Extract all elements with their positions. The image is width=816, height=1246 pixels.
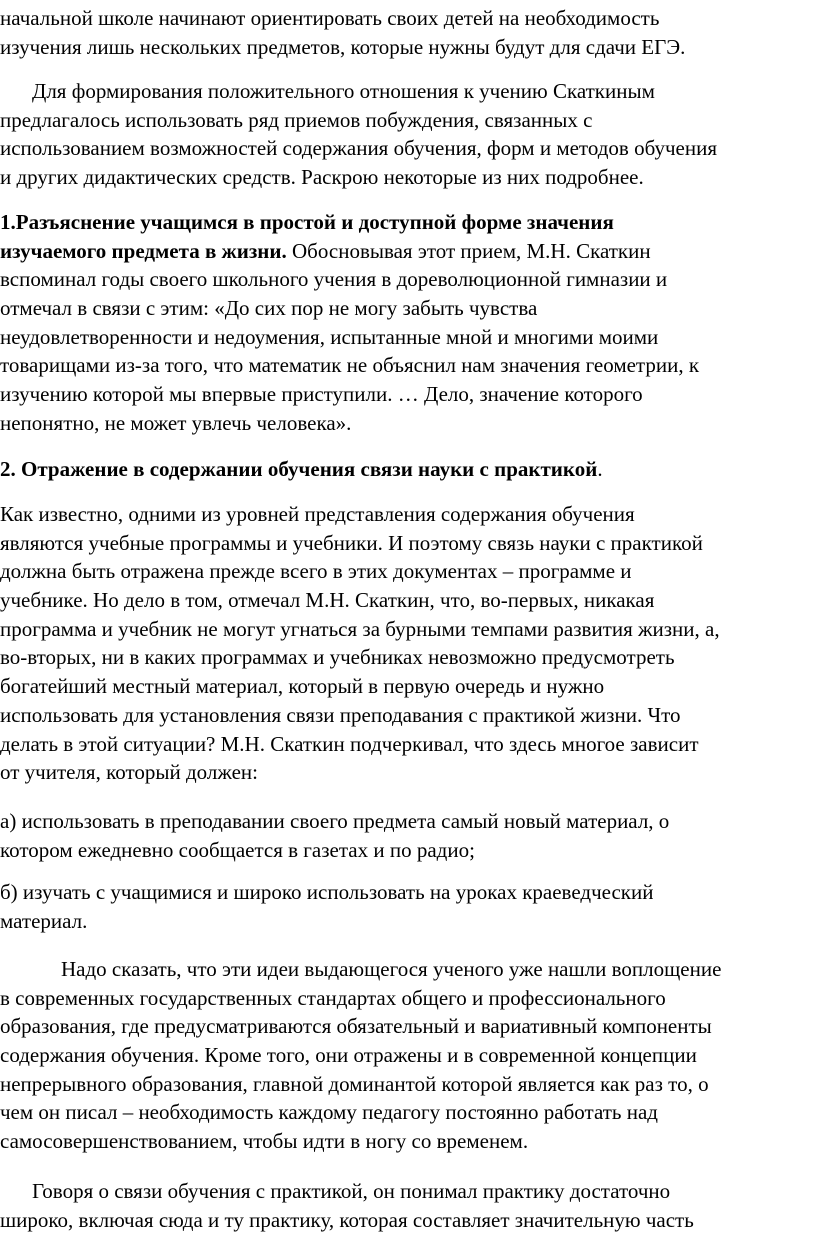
paragraph-line: материал. <box>0 908 88 933</box>
paragraph-line: программа и учебник не могут угнаться за бурными темпами развития жизни, а, <box>0 616 720 641</box>
paragraph-line: Для формирования положительного отношения к учению Скаткиным <box>32 79 655 103</box>
paragraph-line: изучению которой мы впервые приступили. … Дело, значение которого <box>0 382 643 407</box>
heading-point-2: 2. Отражение в содержании обучения связи науки с практикой <box>0 457 598 481</box>
paragraph-line: непрерывного образования, главной доминантой которой является как раз то, о <box>0 1071 709 1096</box>
paragraph-line: богатейший местный материал, который в первую очередь и нужно <box>0 674 605 699</box>
paragraph-line: отмечал в связи с этим: «До сих пор не могу забыть чувства <box>0 296 538 321</box>
paragraph-line: использовать для установления связи преподавания с практикой жизни. Что <box>0 702 681 727</box>
paragraph-6 <box>0 807 816 864</box>
paragraph-line: учебнике. Но дело в том, отмечал М.Н. Скаткин, что, во-первых, никакая <box>0 588 655 613</box>
paragraph-7 <box>0 878 816 935</box>
text-run: . <box>597 457 603 481</box>
heading-point-1: 1.Разъяснение учащимся в простой и доступной форме значения <box>0 210 614 234</box>
paragraph-5 <box>0 500 816 787</box>
paragraph-line: вспоминал годы своего школьного учения в дореволюционной гимназии и <box>0 267 668 292</box>
paragraph-line: неудовлетворенности и недоумения, испытанные мной и многими моими <box>0 324 659 349</box>
paragraph-line: образования, где предусматриваются обязательный и вариативный компоненты <box>0 1014 712 1039</box>
heading-point-1-cont: изучаемого предмета в жизни. <box>0 238 287 263</box>
paragraph-line: котором ежедневно сообщается в газетах и по радио; <box>0 837 475 862</box>
paragraph-line: начальной школе начинают ориентировать своих детей на необходимость <box>0 6 660 30</box>
paragraph-line: в современных государственных стандартах общего и профессионального <box>0 985 666 1010</box>
paragraph-line: товарищами из-за того, что математик не объяснил нам значения геометрии, к <box>0 353 700 378</box>
paragraph-9 <box>0 1177 816 1234</box>
paragraph-line <box>0 455 816 484</box>
paragraph-line: изучения лишь нескольких предметов, которые нужны будут для сдачи ЕГЭ. <box>0 34 686 59</box>
paragraph-line: Как известно, одними из уровней представления содержания обучения <box>0 502 635 526</box>
paragraph-line: Надо сказать, что эти идеи выдающегося ученого уже нашли воплощение <box>61 957 722 981</box>
paragraph-line: являются учебные программы и учебники. И поэтому связь науки с практикой <box>0 530 703 555</box>
paragraph-8 <box>0 955 816 1156</box>
paragraph-line: а) использовать в преподавании своего предмета самый новый материал, о <box>0 809 670 833</box>
paragraph-2 <box>0 77 816 192</box>
paragraph-line: содержания обучения. Кроме того, они отражены и в современной концепции <box>0 1043 697 1068</box>
paragraph-line: широко, включая сюда и ту практику, которая составляет значительную часть <box>0 1207 694 1232</box>
paragraph-line: б) изучать с учащимися и широко использовать на уроках краеведческий <box>0 880 654 904</box>
paragraph-4 <box>0 455 816 484</box>
paragraph-line: непонятно, не может увлечь человека». <box>0 410 352 435</box>
paragraph-line: от учителя, который должен: <box>0 760 258 785</box>
paragraph-line: чем он писал – необходимость каждому педагогу постоянно работать над <box>0 1100 658 1125</box>
paragraph-line: делать в этой ситуации? М.Н. Скаткин подчеркивал, что здесь многое зависит <box>0 731 699 756</box>
paragraph-line: Говоря о связи обучения с практикой, он понимал практику достаточно <box>32 1179 671 1203</box>
text-run: Обосновывая этот прием, М.Н. Скаткин <box>286 238 651 263</box>
paragraph-line <box>0 208 816 237</box>
paragraph-line: и других дидактических средств. Раскрою некоторые из них подробнее. <box>0 165 644 190</box>
paragraph-1 <box>0 4 816 61</box>
paragraph-3 <box>0 208 816 438</box>
paragraph-line: должна быть отражена прежде всего в этих документах – программе и <box>0 559 632 584</box>
paragraph-line: использованием возможностей содержания обучения, форм и методов обучения <box>0 136 717 161</box>
paragraph-line: предлагалось использовать ряд приемов побуждения, связанных с <box>0 107 593 132</box>
paragraph-line: во-вторых, ни в каких программах и учебниках невозможно предусмотреть <box>0 645 675 670</box>
paragraph-line <box>0 237 816 266</box>
paragraph-line: самосовершенствованием, чтобы идти в ногу со временем. <box>0 1129 529 1154</box>
